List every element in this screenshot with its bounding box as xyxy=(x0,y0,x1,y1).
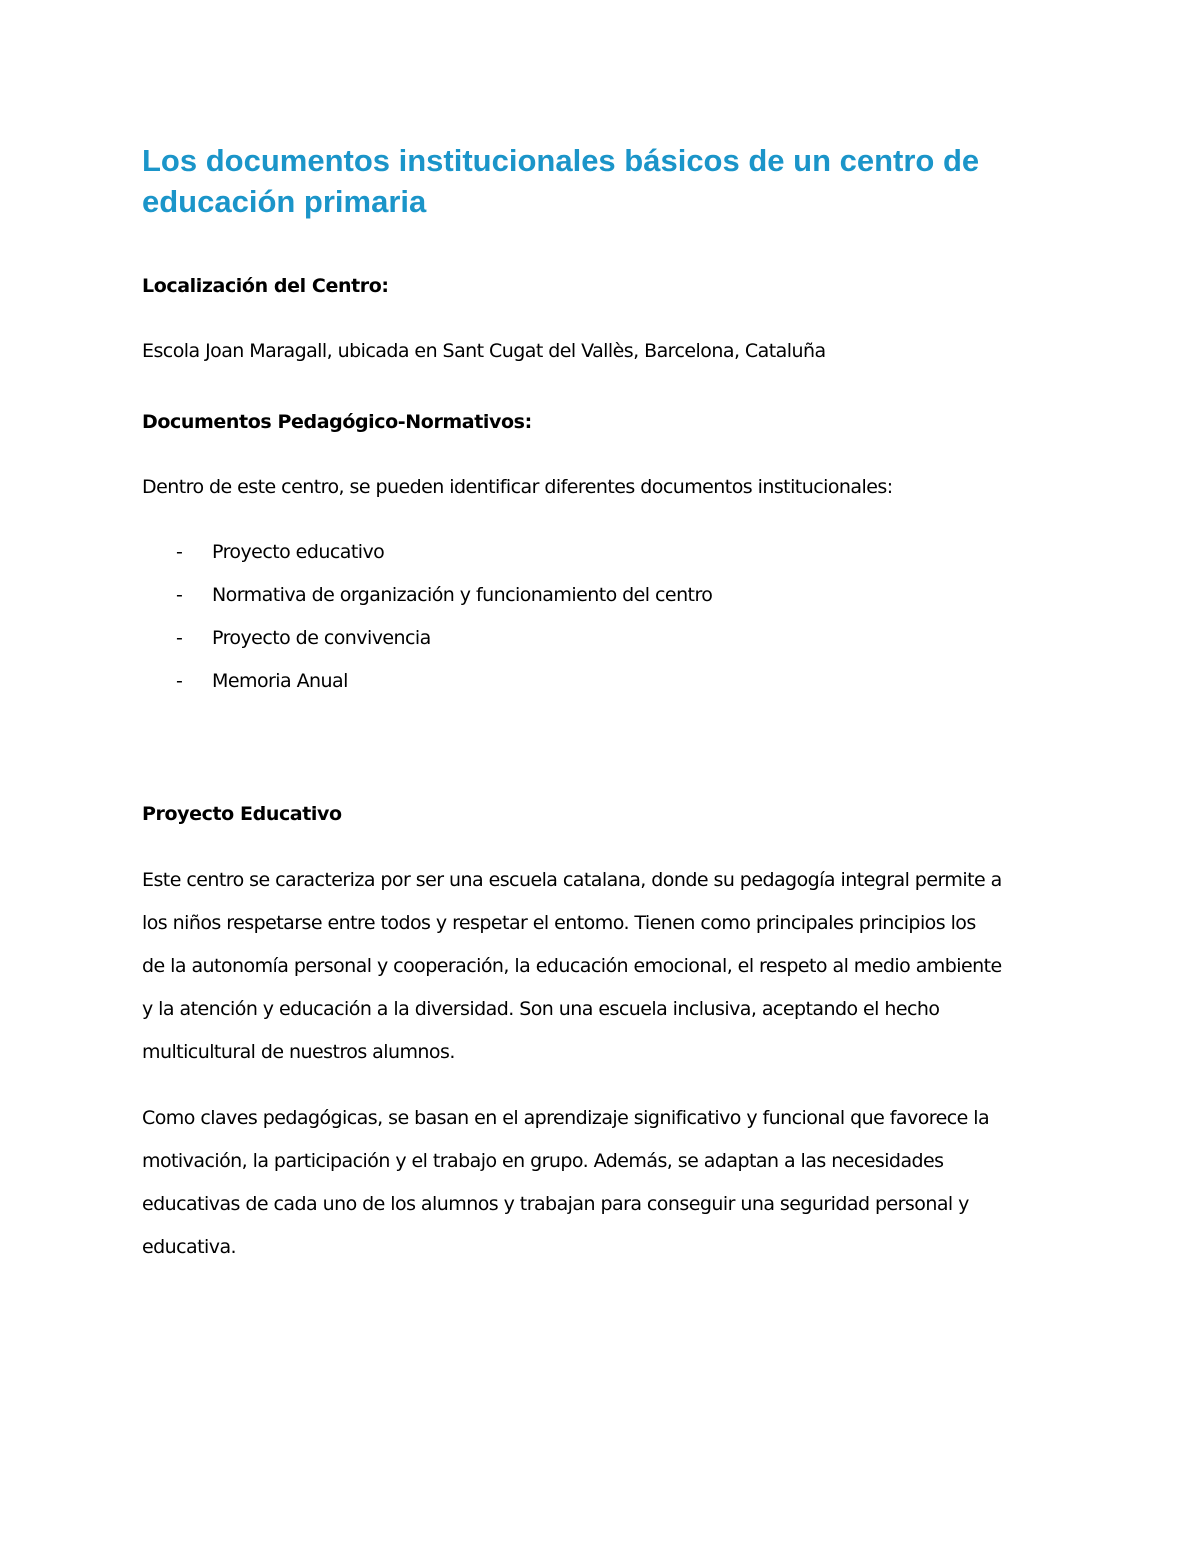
location-text-line: Escola Joan Maragall, ubicada en Sant Cugat del Vallès, Barcelona, Cataluña xyxy=(142,340,826,362)
paragraph-line: los niños respetarse entre todos y respetar el entomo. Tienen como principales principios los xyxy=(142,912,976,934)
bullet-dash: - xyxy=(176,584,183,606)
location-heading: Localización del Centro: xyxy=(142,275,389,297)
bullet-dash: - xyxy=(176,541,183,563)
list-item-text: Proyecto educativo xyxy=(212,541,385,563)
paragraph-line: Este centro se caracteriza por ser una escuela catalana, donde su pedagogía integral permite a xyxy=(142,869,1002,891)
location-text xyxy=(142,330,1060,373)
bullet-dash: - xyxy=(176,627,183,649)
project-paragraph-2 xyxy=(142,1097,1060,1269)
paragraph-line: de la autonomía personal y cooperación, la educación emocional, el respeto al medio ambiente xyxy=(142,955,1002,977)
document-title: Los documentos institucionales básicos de un centro de educación primaria xyxy=(142,143,980,219)
documents-intro xyxy=(142,466,1060,509)
list-item-text: Memoria Anual xyxy=(212,670,348,692)
project-heading: Proyecto Educativo xyxy=(142,803,342,825)
paragraph-line: multicultural de nuestros alumnos. xyxy=(142,1041,455,1063)
paragraph-line: y la atención y educación a la diversidad. Son una escuela inclusiva, aceptando el hecho xyxy=(142,998,940,1020)
paragraph-line: educativa. xyxy=(142,1236,237,1258)
paragraph-line: Como claves pedagógicas, se basan en el aprendizaje significativo y funcional que favorece la xyxy=(142,1107,990,1129)
paragraph-line: educativas de cada uno de los alumnos y trabajan para conseguir una seguridad personal y xyxy=(142,1193,969,1215)
list-item-text: Normativa de organización y funcionamiento del centro xyxy=(212,584,713,606)
bullet-dash: - xyxy=(176,670,183,692)
list-item-text: Proyecto de convivencia xyxy=(212,627,431,649)
paragraph-line: motivación, la participación y el trabajo en grupo. Además, se adaptan a las necesidades xyxy=(142,1150,944,1172)
project-paragraph-1 xyxy=(142,859,1060,1074)
documents-heading: Documentos Pedagógico-Normativos: xyxy=(142,411,532,433)
documents-intro-line: Dentro de este centro, se pueden identificar diferentes documentos institucionales: xyxy=(142,476,893,498)
